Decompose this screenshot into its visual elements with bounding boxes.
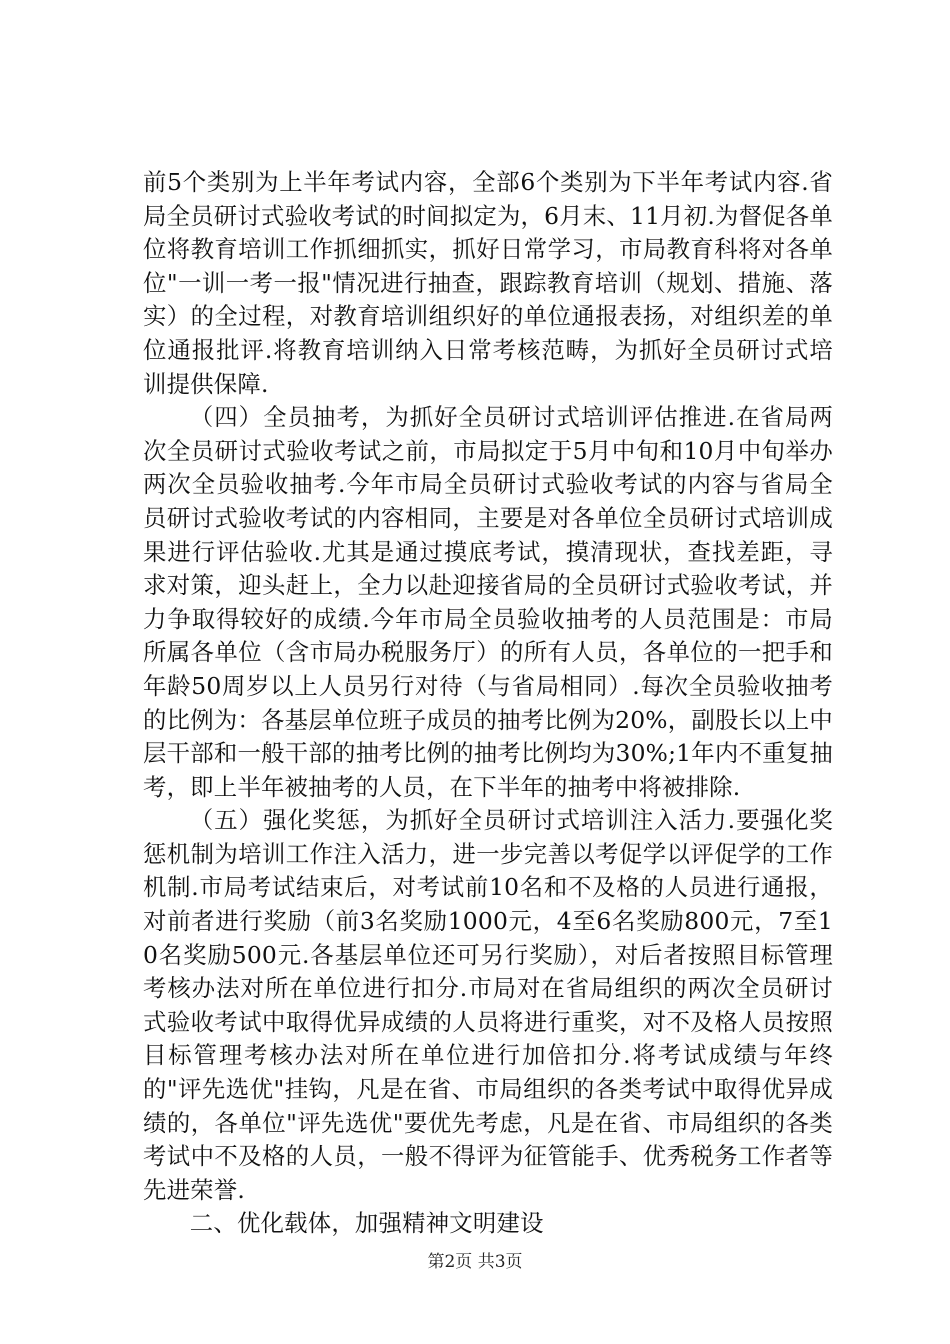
paragraph-section-four: （四）全员抽考，为抓好全员研讨式培训评估推进.在省局两次全员研讨式验收考试之前，市局拟定于5月中旬和10月中旬举办两次全员验收抽考.今年市局全员研讨式验收考试的内容与省局全员研讨式验收考试的内容相同，主要是对各单位全员研讨式培训成果进行评估验收.尤其是通过摸底考试，摸清现状，查找差距，寻求对策，迎头赶上，全力以赴迎接省局的全员研讨式验收考试，并力争取得较好的成绩.今年市局全员验收抽考的人员范围是：市局所属各单位（含市局办税服务厅）的所有人员，各单位的一把手和年龄50周岁以上人员另行对待（与省局相同）.每次全员验收抽考的比例为：各基层单位班子成员的抽考比例为20%，副股长以上中层干部和一般干部的抽考比例的抽考比例均为30%;1年内不重复抽考，即上半年被抽考的人员，在下半年的抽考中将被排除. bbox=[143, 403, 833, 801]
document-body bbox=[143, 166, 833, 1241]
page-number-footer: 第2页 共3页 bbox=[427, 1252, 523, 1272]
paragraph-section-five: （五）强化奖惩，为抓好全员研讨式培训注入活力.要强化奖惩机制为培训工作注入活力，进一步完善以考促学以评促学的工作机制.市局考试结束后，对考试前10名和不及格的人员进行通报，对前者进行奖励（前3名奖励1000元，4至6名奖励800元，7至10名奖励500元.各基层单位还可另行奖励），对后者按照目标管理考核办法对所在单位进行扣分.市局对在省局组织的两次全员研讨式验收考试中取得优异成绩的人员将进行重奖，对不及格人员按照目标管理考核办法对所在单位进行加倍扣分.将考试成绩与年终的"评先选优"挂钩，凡是在省、市局组织的各类考试中取得优异成绩的，各单位"评先选优"要优先考虑，凡是在省、市局组织的各类考试中不及格的人员，一般不得评为征管能手、优秀税务工作者等先进荣誉. bbox=[143, 806, 833, 1204]
paragraph-continuation: 前5个类别为上半年考试内容，全部6个类别为下半年考试内容.省局全员研讨式验收考试的时间拟定为，6月末、11月初.为督促各单位将教育培训工作抓细抓实，抓好日常学习，市局教育科将对各单位"一训一考一报"情况进行抽查，跟踪教育培训（规划、措施、落实）的全过程，对教育培训组织好的单位通报表扬，对组织差的单位通报批评.将教育培训纳入日常考核范畴，为抓好全员研讨式培训提供保障. bbox=[143, 168, 833, 398]
section-heading-two: 二、优化载体，加强精神文明建设 bbox=[189, 1209, 544, 1238]
